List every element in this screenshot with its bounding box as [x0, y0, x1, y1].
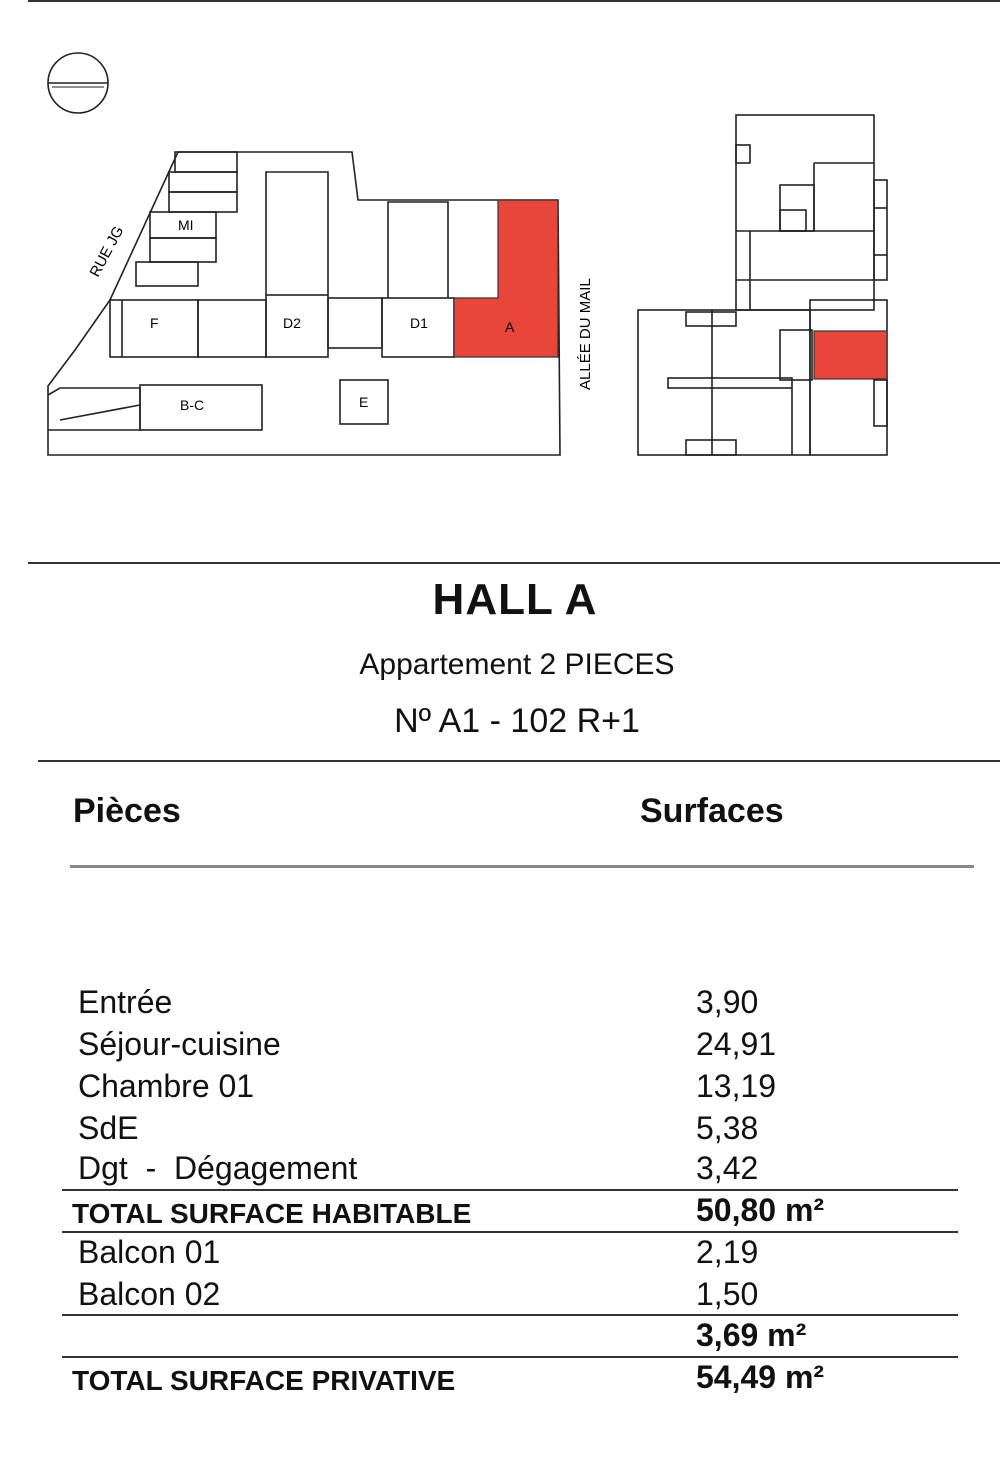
site-plan: [0, 40, 1000, 480]
building-label-bc: B-C: [180, 397, 205, 413]
table-row: [62, 1234, 962, 1276]
apartment-number: Nº A1 - 102 R+1: [394, 702, 640, 740]
total-habitable-row: [62, 1192, 962, 1234]
building-label-e: E: [359, 394, 369, 410]
table-row: [62, 984, 962, 1026]
column-header-rule: [70, 865, 974, 868]
room-surface: 5,38: [696, 1110, 759, 1146]
header-rule-top: [28, 562, 1000, 564]
building-label-mi: MI: [178, 217, 194, 233]
balcony-name: Balcon 01: [78, 1234, 221, 1270]
building-label-f: F: [150, 315, 159, 331]
room-name: Dgt - Dégagement: [78, 1150, 358, 1186]
room-name: Chambre 01: [78, 1068, 255, 1104]
top-rule: [28, 0, 1000, 2]
total-private-row: [62, 1359, 962, 1401]
table-row: [62, 1150, 962, 1192]
balcony-name: Balcon 02: [78, 1276, 221, 1312]
room-name: Entrée: [78, 984, 173, 1020]
balcony-surface: 2,19: [696, 1234, 759, 1270]
column-header-rooms: Pièces: [73, 792, 181, 830]
room-surface: 3,90: [696, 984, 759, 1020]
street-label-right: ALLÉE DU MAIL: [577, 278, 594, 390]
room-surface: 13,19: [696, 1068, 777, 1104]
room-surface: 24,91: [696, 1026, 777, 1062]
total-habitable-value: 50,80 m²: [696, 1192, 825, 1228]
table-rule: [62, 1356, 958, 1358]
apartment-type: Appartement 2 PIECES: [359, 648, 675, 681]
building-label-d2: D2: [283, 315, 301, 331]
highlighted-apartment: [814, 331, 887, 379]
room-name: SdE: [78, 1110, 139, 1146]
table-rule: [62, 1231, 958, 1233]
street-label-left: RUE JG: [86, 223, 128, 280]
room-name: Séjour-cuisine: [78, 1026, 281, 1062]
building-label-d1: D1: [410, 315, 428, 331]
balcony-surface: 1,50: [696, 1276, 759, 1312]
balcony-subtotal-row: [62, 1317, 962, 1359]
table-row: [62, 1276, 962, 1318]
table-row: [62, 1068, 962, 1110]
total-habitable-label: TOTAL SURFACE HABITABLE: [72, 1198, 472, 1229]
building-label-a: A: [505, 319, 515, 335]
table-row: [62, 1110, 962, 1152]
table-row: [62, 1026, 962, 1068]
total-private-value: 54,49 m²: [696, 1359, 825, 1395]
column-header-surfaces: Surfaces: [640, 792, 784, 830]
total-private-label: TOTAL SURFACE PRIVATIVE: [72, 1365, 456, 1396]
balcony-subtotal-value: 3,69 m²: [696, 1317, 807, 1353]
header-rule-bottom: [38, 760, 1000, 762]
table-rule: [62, 1314, 958, 1316]
hall-title: HALL A: [432, 575, 598, 624]
table-rule: [62, 1189, 958, 1191]
room-surface: 3,42: [696, 1150, 759, 1186]
